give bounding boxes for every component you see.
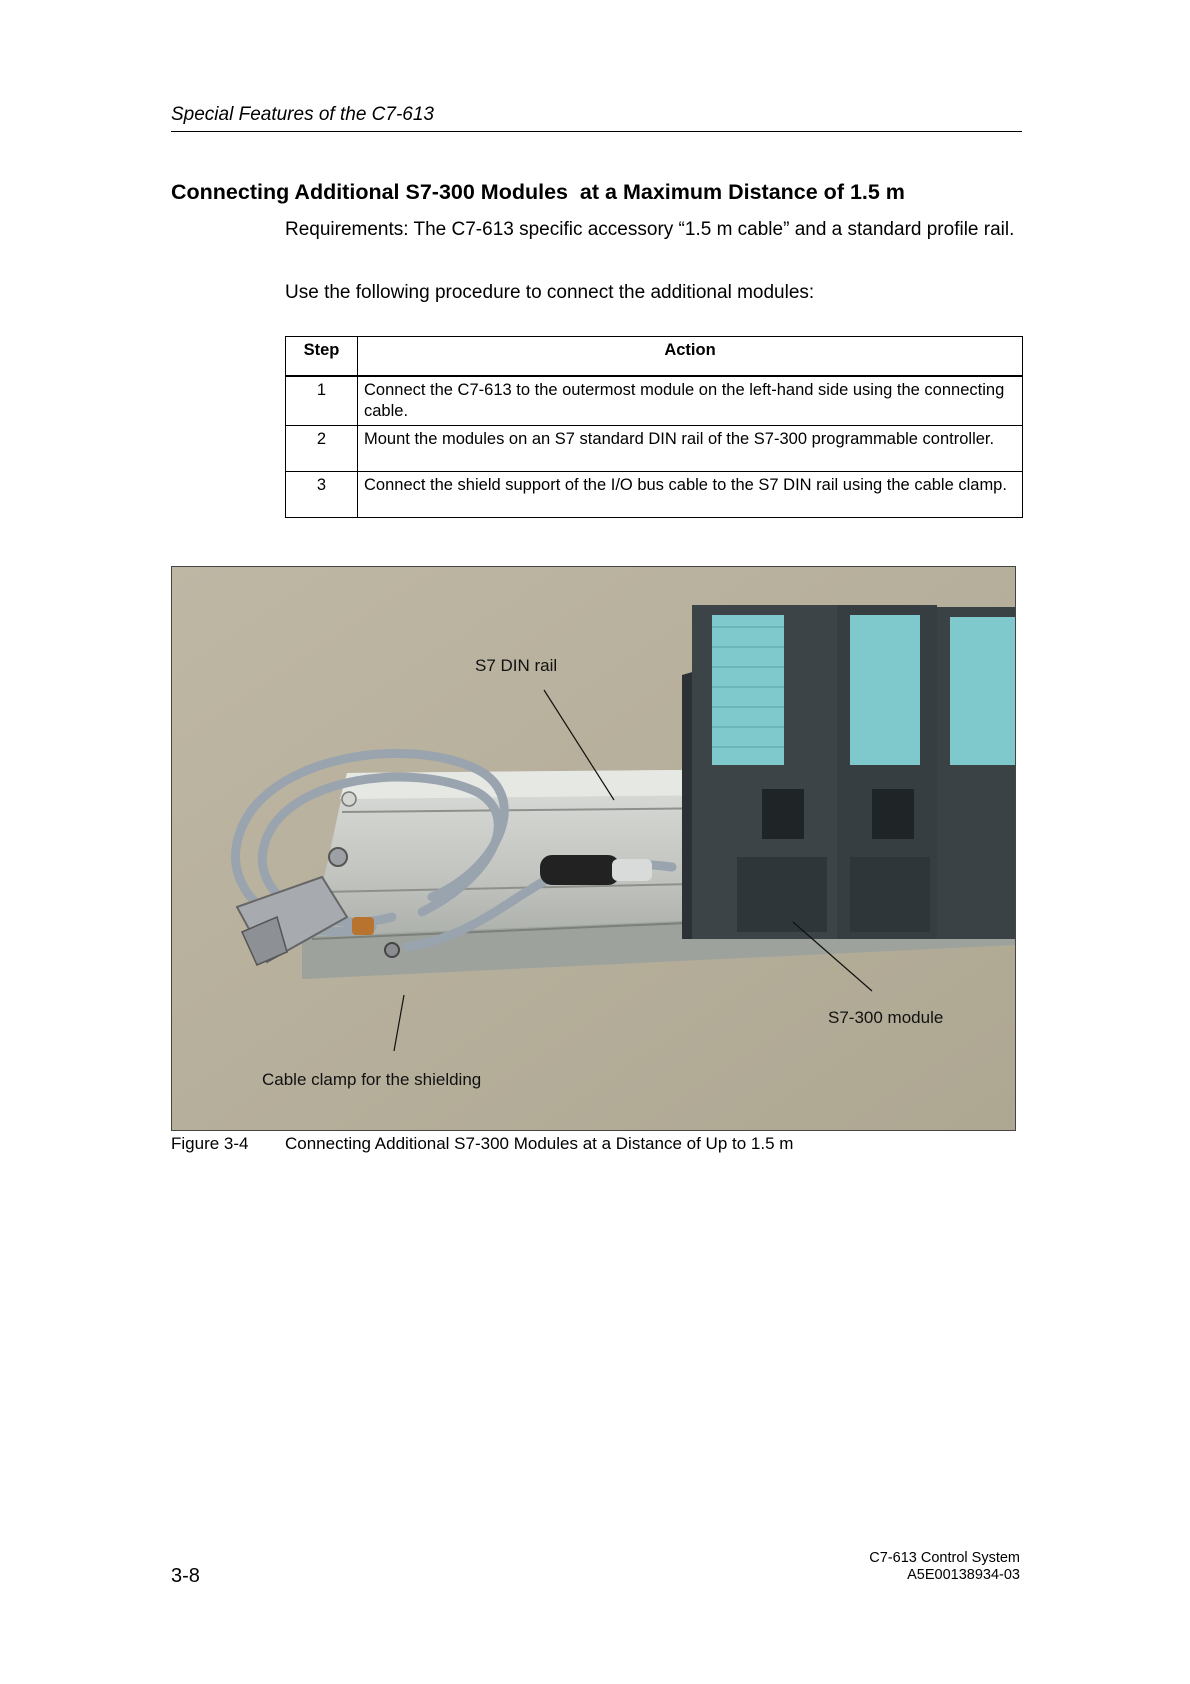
procedure-table — [285, 336, 1023, 518]
figure-caption-text: Connecting Additional S7-300 Modules at a Distance of Up to 1.5 m — [285, 1134, 794, 1153]
step-column-header: Step — [286, 337, 358, 377]
figure-caption-number: Figure 3-4 — [171, 1134, 249, 1153]
step-number: 2 — [286, 426, 358, 472]
step-action: Mount the modules on an S7 standard DIN rail of the S7-300 programmable controller. — [358, 426, 1023, 472]
cable-clamp-label: Cable clamp for the shielding — [262, 1070, 482, 1089]
requirements-paragraph: Requirements: The C7-613 specific accessory “1.5 m cable” and a standard profile rail. — [285, 219, 1015, 240]
section-title: Connecting Additional S7-300 Modules at a Maximum Distance of 1.5 m — [171, 180, 905, 204]
page-number: 3-8 — [171, 1565, 200, 1587]
table-row — [286, 426, 1023, 472]
step-action: Connect the C7-613 to the outermost module on the left-hand side using the connecting cable. — [358, 376, 1023, 426]
footer-document-info — [869, 1550, 1020, 1584]
photo-illustration — [172, 567, 1015, 1130]
table-header-row — [286, 337, 1023, 377]
step-number: 3 — [286, 472, 358, 518]
step-number: 1 — [286, 376, 358, 426]
table-row — [286, 472, 1023, 518]
running-header: Special Features of the C7-613 — [171, 104, 1022, 132]
procedure-intro-paragraph: Use the following procedure to connect the additional modules: — [285, 282, 815, 303]
figure-photo — [171, 566, 1016, 1131]
step-action: Connect the shield support of the I/O bus cable to the S7 DIN rail using the cable clamp. — [358, 472, 1023, 518]
table-row — [286, 376, 1023, 426]
footer-product: C7-613 Control System — [869, 1550, 1020, 1566]
s7-300-modules — [682, 605, 1015, 939]
din-rail-label: S7 DIN rail — [475, 656, 558, 675]
module-label: S7-300 module — [828, 1008, 944, 1027]
footer-doc-id: A5E00138934-03 — [907, 1567, 1020, 1583]
action-column-header: Action — [358, 337, 1023, 377]
